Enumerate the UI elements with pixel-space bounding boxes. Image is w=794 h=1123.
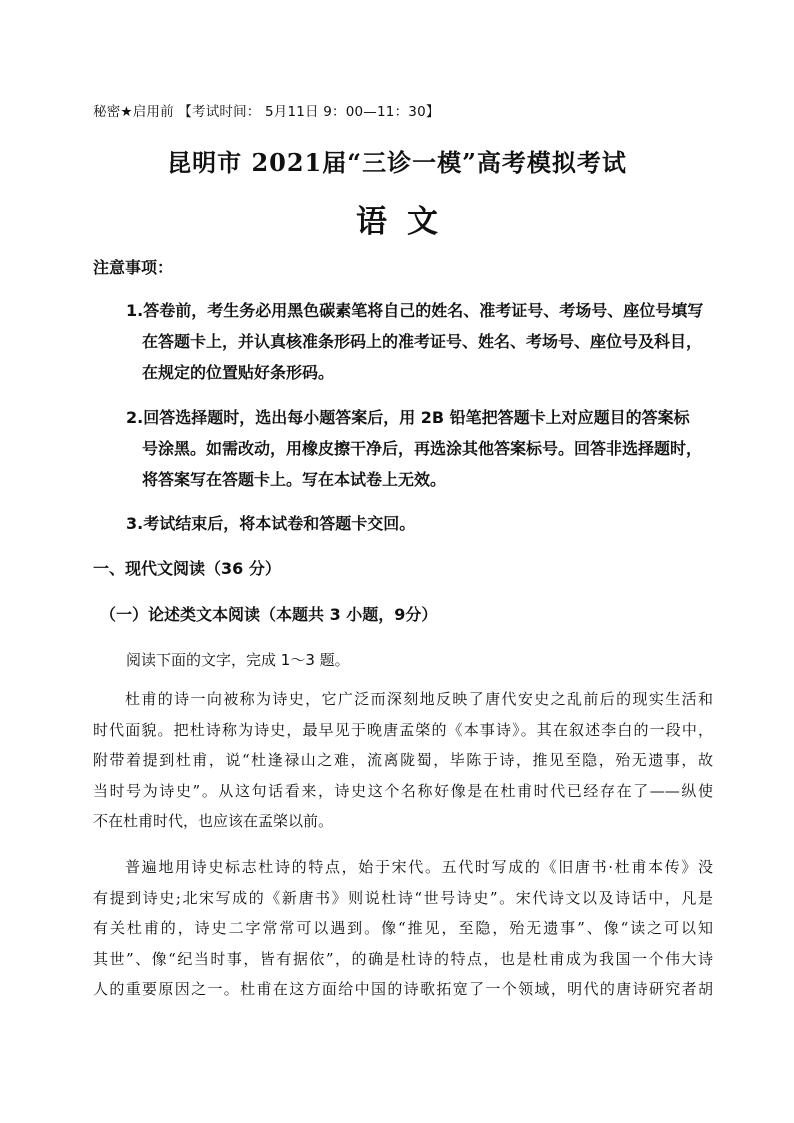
paragraph-line: 人的重要原因之一。杜甫在这方面给中国的诗歌拓宽了一个领域，明代的唐诗研究者胡: [93, 980, 713, 998]
note-line: 3.考试结束后，将本试卷和答题卡交回。: [126, 514, 416, 533]
reading-instruction: 阅读下面的文字，完成 1～3 题。: [126, 651, 350, 669]
paragraph-line: 附带着提到杜甫，说“杜逢禄山之难，流离陇蜀，毕陈于诗，推见至隐，殆无遗事，故: [93, 751, 713, 769]
paragraph-line: 有关杜甫的，诗史二字常常可以遇到。像“推见，至隐，殆无遗事”、像“读之可以知: [93, 919, 713, 937]
note-item-1: [126, 295, 716, 388]
paragraph-line: 其世”、像“纪当时事，皆有据依”，的确是杜诗的特点，也是杜甫成为我国一个伟大诗: [93, 949, 713, 968]
paragraph-line: 普遍地用诗史标志杜诗的特点，始于宋代。五代时写成的《旧唐书·杜甫本传》没: [125, 858, 713, 876]
exam-title: 昆明市 2021届“三诊一模”高考模拟考试: [167, 148, 627, 177]
paragraph-line: 不在杜甫时代，也应该在孟棨以前。: [93, 812, 334, 830]
note-item-2: [126, 402, 716, 495]
note-item-3: [126, 508, 716, 539]
note-line: 号涂黑。如需改动，用橡皮擦干净后，再选涂其他答案标号。回答非选择题时，: [142, 439, 703, 458]
note-line: 在规定的位置贴好条形码。: [142, 363, 335, 382]
paragraph-line: 当时号为诗史”。从这句话看来，诗史这个名称好像是在杜甫时代已经存在了——纵使: [93, 781, 713, 800]
paragraph-line: 杜甫的诗一向被称为诗史，它广泛而深刻地反映了唐代安史之乱前后的现实生活和: [125, 690, 713, 708]
subsection-heading: （一）论述类文本阅读（本题共 3 小题，9分）: [100, 605, 438, 624]
note-line: 1.答卷前，考生务必用黑色碳素笔将自己的姓名、准考证号、考场号、座位号填写: [126, 301, 704, 320]
notes-heading: 注意事项：: [93, 258, 174, 277]
subject-title: 语文: [356, 204, 458, 240]
passage-paragraph-2: [93, 852, 713, 1005]
note-line: 将答案写在答题卡上。写在本试卷上无效。: [142, 470, 447, 489]
confidential-header: 秘密★启用前 【考试时间： 5月11日 9：00—11：30】: [93, 104, 440, 120]
paragraph-line: 有提到诗史;北宋写成的《新唐书》则说杜诗“世号诗史”。宋代诗文以及诗话中，凡是: [93, 888, 713, 907]
passage-paragraph-1: [93, 684, 713, 837]
note-line: 2.回答选择题时，选出每小题答案后，用 2B 铅笔把答题卡上对应题目的答案标: [126, 408, 690, 427]
note-line: 在答题卡上，并认真核准条形码上的准考证号、姓名、考场号、座位号及科目，: [142, 332, 703, 351]
section-heading: 一、现代文阅读（36 分）: [93, 559, 281, 578]
paragraph-line: 时代面貌。把杜诗称为诗史，最早见于晚唐孟棨的《本事诗》。其在叙述李白的一段中，: [93, 720, 713, 739]
